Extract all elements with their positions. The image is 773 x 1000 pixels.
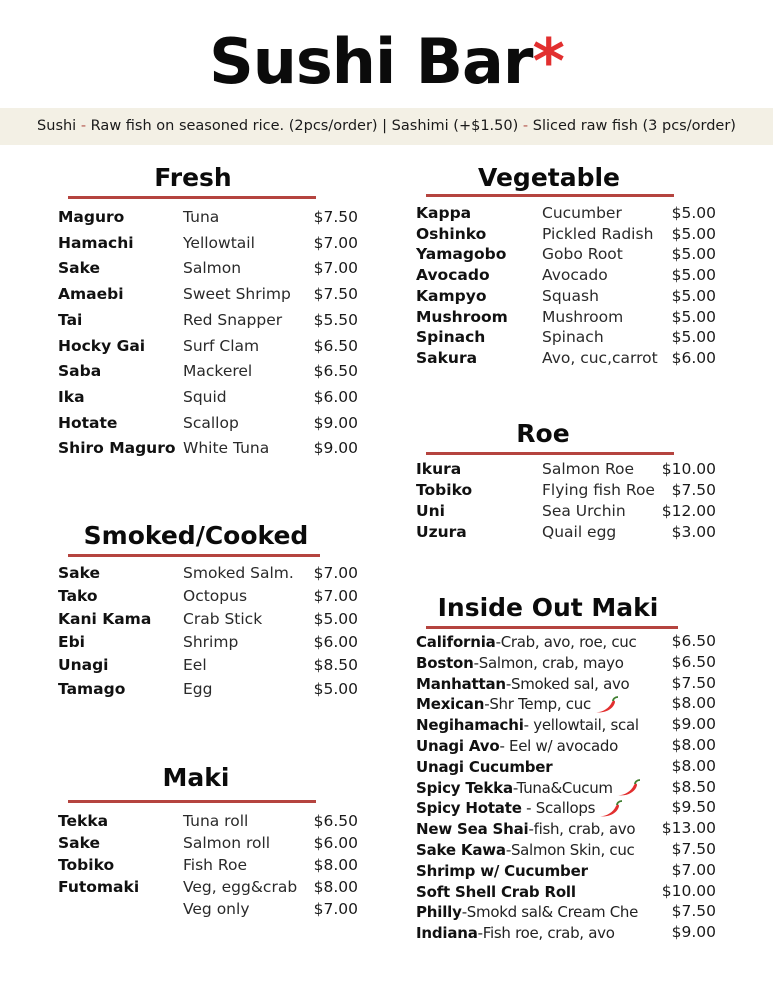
item-name: Philly (416, 903, 462, 922)
item-price: $7.50 (671, 902, 716, 921)
menu-item-veg-only (58, 900, 358, 920)
menu-item-oshinko (416, 225, 716, 245)
menu-item-tai (58, 311, 358, 331)
item-name: Ikura (416, 460, 462, 478)
item-price: $8.00 (313, 878, 358, 896)
item-name: Sakura (416, 348, 478, 367)
item-description: Mackerel (183, 362, 253, 381)
menu-item-soft-shell-crab-roll (416, 882, 716, 902)
item-price: $13.00 (661, 819, 716, 838)
item-price: $5.00 (671, 245, 716, 264)
item-description: -fish, crab, avo (528, 820, 636, 839)
item-name: Ebi (58, 633, 85, 652)
item-price: $8.50 (671, 777, 716, 796)
item-description: - Scallops (521, 799, 596, 818)
menu-item-new-sea-shai (416, 819, 716, 839)
menu-item-boston (416, 653, 716, 673)
chili-pepper-icon (597, 800, 623, 818)
item-description: Salmon roll (183, 834, 271, 852)
item-name: Hotate (58, 413, 118, 432)
item-description: -Shr Temp, cuc (484, 695, 591, 714)
item-description: Surf Clam (183, 336, 260, 355)
item-name: Avocado (416, 266, 490, 285)
item-name: Oshinko (416, 224, 487, 243)
item-price: $9.00 (671, 715, 716, 734)
item-name: Unagi Avo (416, 737, 500, 755)
item-price: $7.00 (313, 587, 358, 606)
item-description: Cucumber (542, 204, 622, 222)
item-name: Shiro Maguro (58, 439, 176, 458)
menu-item-tako (58, 587, 358, 607)
title-star: * (532, 25, 564, 98)
menu-item-yamagobo (416, 245, 716, 265)
item-price: $6.00 (671, 348, 716, 367)
item-description: Sea Urchin (542, 502, 626, 520)
item-name: Spicy Hotate (416, 799, 522, 818)
menu-item-tamago (58, 680, 358, 700)
item-description: - Eel w/ avocado (499, 737, 618, 755)
item-description: Shrimp (183, 633, 239, 652)
item-description: Scallop (183, 413, 239, 432)
item-name: Amaebi (58, 285, 124, 304)
item-name: Maguro (58, 208, 125, 226)
menu-item-ika (58, 388, 358, 408)
item-description: -Crab, avo, roe, cuc (495, 633, 637, 651)
item-price: $6.00 (313, 387, 358, 406)
item-description: Gobo Root (542, 245, 623, 264)
item-line (416, 861, 588, 880)
item-price: $12.00 (661, 502, 716, 520)
item-price: $8.00 (671, 736, 716, 754)
menu-item-uni (416, 502, 716, 522)
menu-item-sakura (416, 349, 716, 369)
item-description: Tuna roll (183, 812, 249, 830)
item-price: $8.00 (313, 856, 358, 874)
item-description: -Fish roe, crab, avo (477, 924, 615, 943)
menu-item-kani-kama (58, 610, 358, 630)
item-price: $5.00 (313, 679, 358, 698)
menu-item-spicy-hotate (416, 798, 716, 818)
item-name: Boston (416, 653, 474, 672)
menu-item-ebi (58, 633, 358, 653)
menu-item-kappa (416, 204, 716, 224)
menu-item-amaebi (58, 285, 358, 305)
item-description: White Tuna (183, 439, 270, 458)
item-name: Tobiko (416, 481, 473, 499)
item-name: Kampyo (416, 286, 487, 305)
menu-item-unagi-avo (416, 736, 716, 756)
subtitle-sashimi-desc: Sliced raw fish (3 pcs/order) (532, 118, 736, 134)
item-price: $7.00 (313, 259, 358, 278)
item-line (416, 840, 635, 859)
item-description: -Smoked sal, avo (505, 674, 630, 693)
menu-item-maguro (58, 208, 358, 228)
item-description: Smoked Salm. (183, 564, 294, 582)
menu-item-sake-kawa (416, 840, 716, 860)
item-description: Sweet Shrimp (183, 285, 291, 304)
item-description: Fish Roe (183, 856, 248, 874)
item-price: $7.00 (671, 860, 716, 879)
item-price: $7.00 (313, 233, 358, 252)
item-line (416, 674, 629, 693)
item-name: Yamagobo (416, 245, 507, 264)
item-description: Avo, cuc,carrot (542, 348, 658, 367)
menu-item-tobiko (416, 481, 716, 501)
chili-pepper-icon (615, 779, 641, 797)
menu-item-hamachi (58, 234, 358, 254)
subtitle-separator: - (522, 118, 529, 134)
item-price: $5.00 (671, 204, 716, 222)
item-line (416, 882, 576, 901)
chili-pepper-icon (593, 696, 619, 714)
menu-item-spicy-tekka (416, 778, 716, 798)
section-heading: Vegetable (477, 163, 621, 192)
item-description: Avocado (542, 266, 608, 285)
item-name: Tako (58, 587, 98, 606)
menu-item-sake (58, 259, 358, 279)
item-line (416, 694, 619, 714)
item-name: Tobiko (58, 856, 115, 874)
item-name: Soft Shell Crab Roll (416, 882, 576, 901)
item-price: $7.50 (671, 673, 716, 692)
item-description: Red Snapper (183, 310, 283, 329)
item-price: $9.50 (671, 798, 716, 817)
item-description: Mushroom (542, 307, 624, 326)
section-rule (68, 554, 320, 557)
item-price: $6.00 (313, 834, 358, 852)
menu-item-sake (58, 564, 358, 584)
item-price: $8.00 (671, 694, 716, 713)
item-price: $9.00 (313, 439, 358, 458)
item-line (416, 632, 636, 651)
item-name: Hamachi (58, 233, 134, 252)
menu-item-ikura (416, 460, 716, 480)
item-name: Saba (58, 362, 102, 381)
menu-item-tobiko (58, 856, 358, 876)
item-line (416, 798, 623, 818)
item-name: Tekka (58, 812, 109, 830)
item-price: $6.00 (313, 633, 358, 652)
item-name: Unagi Cucumber (416, 757, 553, 776)
section-roe (416, 416, 721, 551)
item-name: Sake (58, 564, 101, 582)
item-name: Tamago (58, 679, 126, 698)
menu-item-sake (58, 834, 358, 854)
subtitle-separator: - (80, 118, 87, 134)
item-description: Salmon (183, 259, 242, 278)
item-price: $5.00 (313, 610, 358, 629)
menu-title-text: Sushi Bar (209, 25, 533, 98)
item-name: Shrimp w/ Cucumber (416, 861, 588, 880)
section-smoked-cooked (58, 518, 363, 718)
item-price: $7.50 (313, 208, 358, 226)
menu-item-unagi (58, 656, 358, 676)
item-description: Yellowtail (183, 233, 255, 252)
section-rule (426, 626, 678, 629)
item-price: $9.00 (671, 923, 716, 942)
section-heading: Inside Out Maki (437, 593, 659, 622)
menu-item-philly (416, 902, 716, 922)
menu-item-mushroom (416, 308, 716, 328)
menu-item-futomaki (58, 878, 358, 898)
item-name: Uni (416, 502, 445, 520)
item-price: $6.50 (313, 812, 358, 830)
item-description: -Salmon Skin, cuc (505, 841, 635, 859)
item-price: $9.00 (313, 413, 358, 432)
section-heading: Smoked/Cooked (83, 521, 309, 550)
item-price: $5.50 (313, 310, 358, 329)
item-line (416, 778, 641, 798)
menu-item-california (416, 632, 716, 652)
item-price: $5.00 (671, 328, 716, 347)
item-name: New Sea Shai (416, 820, 529, 839)
section-rule (68, 800, 316, 803)
item-name: Sake (58, 259, 101, 278)
item-price: $7.50 (671, 840, 716, 858)
item-description: -Tuna&Cucum (512, 778, 613, 797)
item-price: $7.00 (313, 564, 358, 582)
item-description: Octopus (183, 587, 248, 606)
item-price: $5.00 (671, 266, 716, 285)
item-price: $8.00 (671, 756, 716, 775)
item-description: Squid (183, 387, 227, 406)
item-name: Spicy Tekka (416, 778, 513, 797)
item-price: $6.50 (671, 632, 716, 650)
item-line (416, 923, 615, 942)
item-price: $3.00 (671, 523, 716, 541)
item-price: $6.50 (313, 362, 358, 381)
item-name: Sake (58, 834, 101, 852)
item-line (416, 757, 552, 776)
menu-subtitle (0, 108, 773, 145)
item-name: Indiana (416, 924, 478, 943)
item-price: $10.00 (661, 460, 716, 478)
menu-item-avocado (416, 266, 716, 286)
item-description: Crab Stick (183, 610, 263, 629)
item-price: $8.50 (313, 656, 358, 675)
menu-item-spinach (416, 328, 716, 348)
section-maki (58, 760, 363, 930)
item-description: Egg (183, 679, 213, 698)
item-description: Salmon Roe (542, 460, 635, 478)
section-heading: Fresh (154, 163, 232, 192)
subtitle-sushi: Sushi (37, 118, 77, 134)
item-name: Tai (58, 310, 83, 329)
menu-item-negihamachi (416, 715, 716, 735)
menu-item-mexican (416, 694, 716, 714)
item-line (416, 736, 618, 755)
item-name: Sake Kawa (416, 841, 506, 859)
section-heading: Maki (162, 763, 230, 792)
item-description: Pickled Radish (542, 224, 654, 243)
section-fresh (58, 160, 363, 470)
item-name: Kappa (416, 204, 472, 222)
item-name: Mexican (416, 695, 485, 714)
item-price: $6.50 (671, 652, 716, 671)
item-description: Flying fish Roe (542, 481, 655, 499)
item-name: Ika (58, 387, 85, 406)
section-vegetable (416, 160, 721, 375)
item-description: Quail egg (542, 523, 617, 541)
menu-item-unagi-cucumber (416, 757, 716, 777)
menu-item-shrimp-w-cucumber (416, 861, 716, 881)
item-description: Squash (542, 286, 599, 305)
item-name: Spinach (416, 328, 486, 347)
item-name: Uzura (416, 523, 467, 541)
item-description: -Smokd sal& Cream Che (461, 903, 639, 922)
item-description: -Salmon, crab, mayo (473, 653, 624, 672)
item-name: Manhattan (416, 674, 506, 693)
item-price: $10.00 (661, 881, 716, 900)
menu-item-indiana (416, 923, 716, 943)
section-rule (426, 452, 674, 455)
item-name: Unagi (58, 656, 109, 675)
menu-item-manhattan (416, 674, 716, 694)
item-name: Futomaki (58, 878, 140, 896)
item-price: $5.00 (671, 286, 716, 305)
menu-item-hotate (58, 414, 358, 434)
section-rule (426, 194, 674, 197)
item-price: $5.00 (671, 307, 716, 326)
menu-item-tekka (58, 812, 358, 832)
item-line (416, 902, 638, 921)
menu-item-shiro-maguro (58, 439, 358, 459)
item-line (416, 819, 635, 838)
item-price: $7.50 (313, 285, 358, 304)
item-name: Kani Kama (58, 610, 152, 629)
section-inside-out-maki (416, 592, 726, 947)
item-price: $7.00 (313, 900, 358, 918)
item-line (416, 653, 624, 672)
subtitle-sushi-desc: Raw fish on seasoned rice. (2pcs/order) | Sashimi (+$1.50) (90, 118, 519, 134)
section-heading: Roe (516, 419, 570, 448)
item-description: Eel (183, 656, 207, 675)
item-description: Veg only (183, 900, 250, 918)
item-description: Spinach (542, 328, 604, 347)
item-description: Tuna (183, 208, 220, 226)
menu-item-hocky-gai (58, 337, 358, 357)
item-price: $5.00 (671, 224, 716, 243)
item-description: - yellowtail, scal (523, 716, 639, 735)
item-price: $6.50 (313, 336, 358, 355)
menu-item-saba (58, 362, 358, 382)
item-line (416, 715, 639, 734)
section-rule (68, 196, 316, 199)
item-name: California (416, 633, 496, 651)
item-description: Veg, egg&crab (183, 878, 298, 896)
menu-item-kampyo (416, 287, 716, 307)
item-name: Negihamachi (416, 716, 524, 735)
item-name: Hocky Gai (58, 336, 146, 355)
menu-title (0, 22, 773, 102)
item-name: Mushroom (416, 307, 508, 326)
menu-item-uzura (416, 523, 716, 543)
item-price: $7.50 (671, 481, 716, 499)
